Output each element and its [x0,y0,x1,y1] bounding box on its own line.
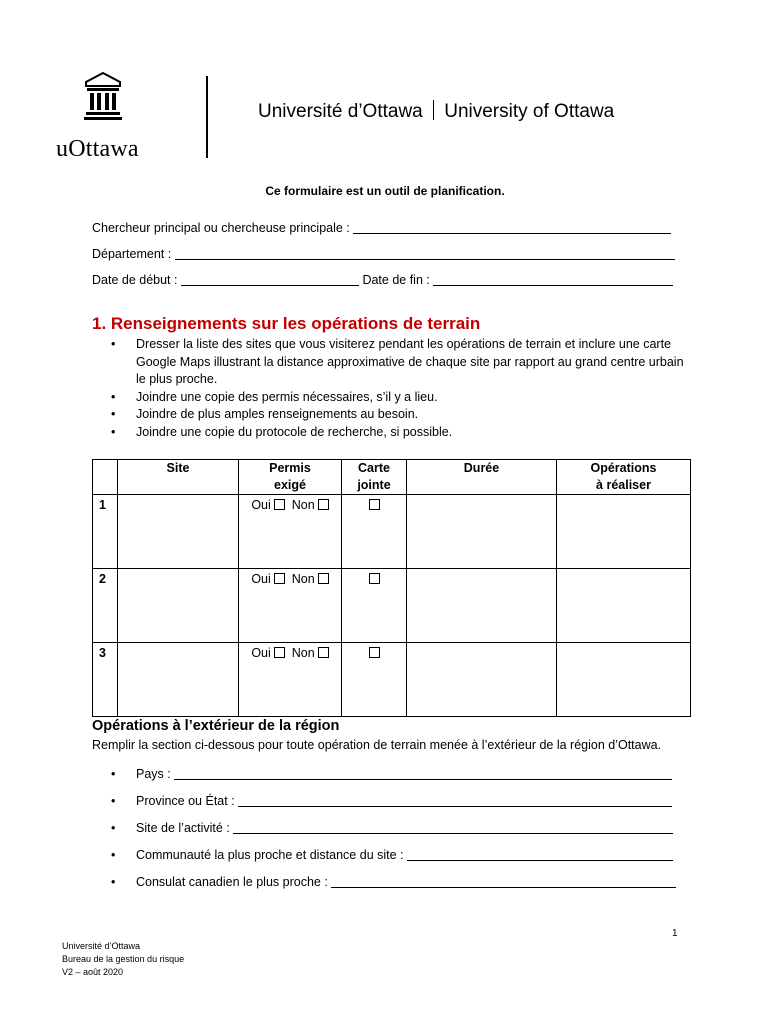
operations-cell[interactable] [557,569,691,643]
country-label: Pays : [136,767,171,781]
table-row [93,495,691,569]
university-name-en: University of Ottawa [444,101,615,122]
site-cell[interactable] [118,495,239,569]
university-building-icon [84,72,122,120]
community-input[interactable] [407,848,673,861]
duree-cell[interactable] [407,643,557,717]
community-label: Communauté la plus proche et distance du site : [136,848,404,862]
row-number: 3 [93,643,118,717]
header-operations: Opérations à réaliser [557,460,691,495]
end-date-input[interactable] [433,273,673,286]
researcher-field [92,221,671,235]
permis-cell: Oui Non [239,643,342,717]
permis-cell: Oui Non [239,569,342,643]
consulate-field: • Consulat canadien le plus proche : [108,875,676,889]
site-cell[interactable] [118,643,239,717]
dates-field [92,273,673,287]
province-label: Province ou État : [136,794,235,808]
carte-cell [342,569,407,643]
oui-checkbox[interactable] [274,499,285,510]
non-checkbox[interactable] [318,647,329,658]
bullet-item: • Joindre de plus amples renseignements au besoin. [108,406,688,424]
footer-office: Bureau de la gestion du risque [62,954,185,964]
operations-cell[interactable] [557,643,691,717]
oui-checkbox[interactable] [274,573,285,584]
carte-cell [342,495,407,569]
department-label: Département : [92,247,172,261]
bullet-item: • Joindre une copie des permis nécessaires, s’il y a lieu. [108,389,688,407]
researcher-label: Chercheur principal ou chercheuse principale : [92,221,350,235]
section1-heading: 1. Renseignements sur les opérations de terrain [92,314,481,333]
start-date-input[interactable] [181,273,359,286]
oui-checkbox[interactable] [274,647,285,658]
researcher-input[interactable] [353,221,671,234]
carte-checkbox[interactable] [369,647,380,658]
footer-university: Université d’Ottawa [62,941,141,951]
operations-cell[interactable] [557,495,691,569]
activity-site-field: • Site de l’activité : [108,821,673,835]
header-duree: Durée [407,460,557,495]
department-input[interactable] [175,247,675,260]
non-checkbox[interactable] [318,573,329,584]
header-carte: Carte jointe [342,460,407,495]
header-site: Site [118,460,239,495]
permis-cell: Oui Non [239,495,342,569]
non-checkbox[interactable] [318,499,329,510]
country-input[interactable] [174,767,672,780]
uottawa-logo-text: uOttawa [56,136,139,162]
university-name-fr: Université d’Ottawa [258,101,423,122]
footer-version: V2 – août 2020 [62,967,124,977]
province-field: • Province ou État : [108,794,672,808]
carte-checkbox[interactable] [369,573,380,584]
table-row [93,569,691,643]
activity-site-label: Site de l’activité : [136,821,230,835]
activity-site-input[interactable] [233,821,673,834]
carte-checkbox[interactable] [369,499,380,510]
consulate-label: Consulat canadien le plus proche : [136,875,328,889]
province-input[interactable] [238,794,672,807]
bullet-item: • Joindre une copie du protocole de recherche, si possible. [108,424,688,442]
table-header-row [93,460,691,495]
university-name [258,100,614,123]
duree-cell[interactable] [407,569,557,643]
site-cell[interactable] [118,569,239,643]
country-field: • Pays : [108,767,672,781]
logo-divider [206,76,208,158]
header-rownum [93,460,118,495]
page-number: 1 [672,928,678,939]
table-row [93,643,691,717]
section2-instructions: Remplir la section ci-dessous pour toute opération de terrain menée à l’extérieur de la région d’Ottawa. [92,738,662,752]
form-intro: Ce formulaire est un outil de planification. [265,184,505,198]
start-date-label: Date de début : [92,273,178,287]
bullet-item: • Dresser la liste des sites que vous visiterez pendant les opérations de terrain et inclure une carte Google Maps illustrant la distance approximative de chaque site par rapport au grand centre urbain le plus proche. [108,336,688,389]
row-number: 2 [93,569,118,643]
carte-cell [342,643,407,717]
sites-table [92,459,691,717]
duree-cell[interactable] [407,495,557,569]
consulate-input[interactable] [331,875,676,888]
department-field [92,247,675,261]
community-field: • Communauté la plus proche et distance du site : [108,848,673,862]
row-number: 1 [93,495,118,569]
header-permis: Permis exigé [239,460,342,495]
end-date-label: Date de fin : [362,273,430,287]
section1-bullet-list [108,336,688,441]
name-separator [433,100,435,120]
section2-heading: Opérations à l’extérieur de la région [92,718,340,734]
footer [62,940,184,979]
